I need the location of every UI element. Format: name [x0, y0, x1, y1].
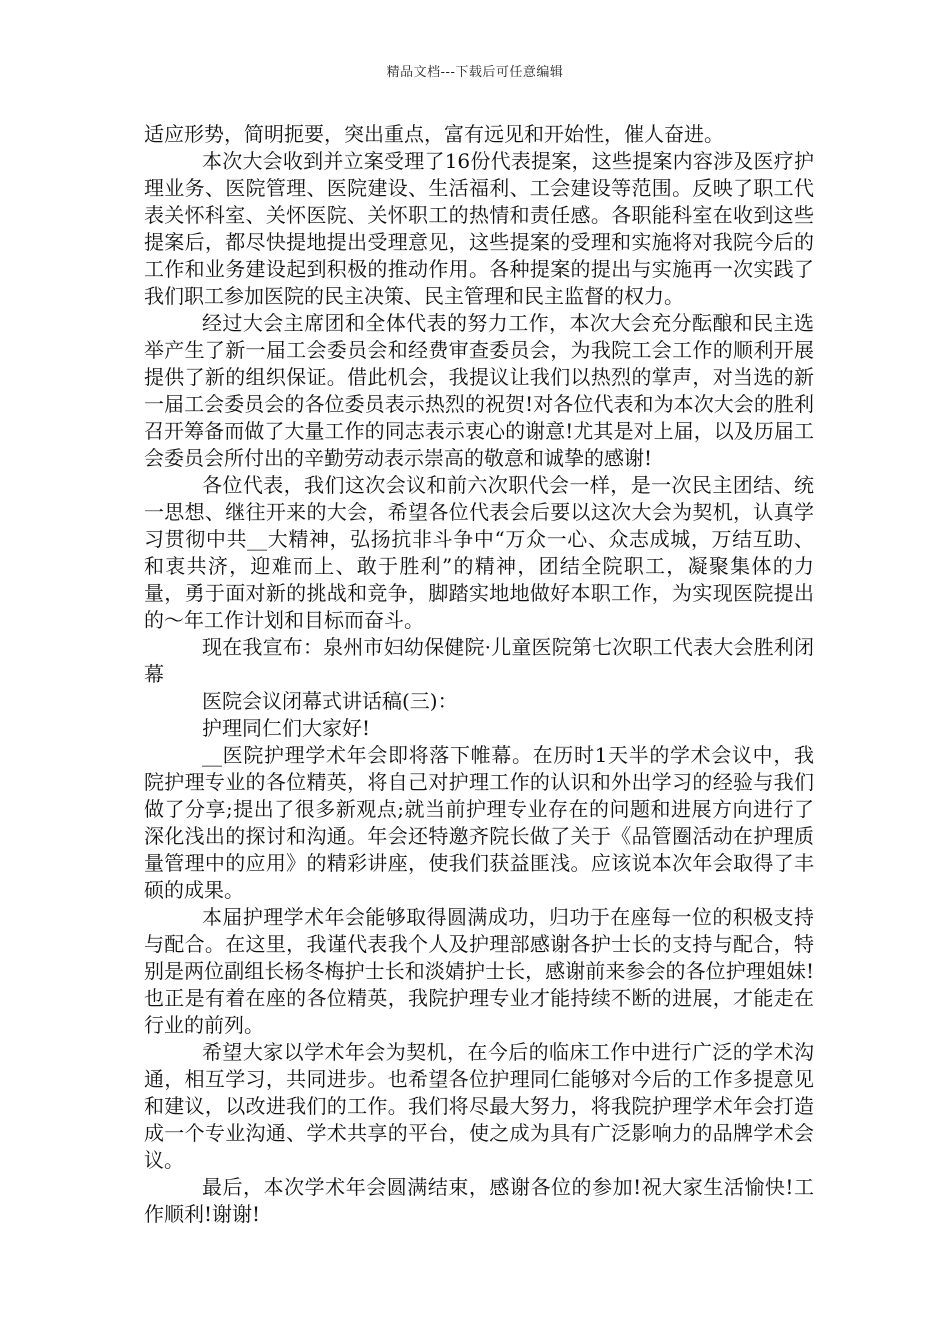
document-body [144, 121, 814, 1228]
paragraph-continuation: 适应形势，简明扼要，突出重点，富有远见和开始性，催人奋进。 [144, 122, 724, 146]
paragraph-election: 经过大会主席团和全体代表的努力工作，本次大会充分酝酿和民主选举产生了新一届工会委员会和经费审查委员会，为我院工会工作的顺利开展提供了新的组织保证。借此机会，我提议让我们以热烈的掌声，对当选的新一届工会委员会的各位委员表示热烈的祝贺!对各位代表和为本次大会的胜利召开筹备而做了大量工作的同志表示衷心的谢意!尤其是对上届，以及历届工会委员会所付出的辛勤劳动表示崇高的敬意和诚挚的感谢! [144, 311, 814, 470]
paragraph-final: 最后，本次学术年会圆满结束，感谢各位的参加!祝大家生活愉快!工作顺利!谢谢! [144, 1175, 814, 1226]
paragraph-annual-meeting: __医院护理学术年会即将落下帷幕。在历时1天半的学术会议中，我院护理专业的各位精英，将自己对护理工作的认识和外出学习的经验与我们做了分享;提出了很多新观点;就当前护理专业存在的问题和进展方向进行了深化浅出的探讨和沟通。年会还特邀齐院长做了关于《品管圈活动在护理质量管理中的应用》的精彩讲座，使我们获益匪浅。应该说本次年会取得了丰硕的成果。 [144, 743, 814, 902]
paragraph-greeting: 护理同仁们大家好! [202, 716, 371, 740]
paragraph-speech-title: 医院会议闭幕式讲话稿(三)： [202, 689, 458, 713]
paragraph-proposals: 本次大会收到并立案受理了16份代表提案，这些提案内容涉及医疗护理业务、医院管理、医院建设、生活福利、工会建设等范围。反映了职工代表关怀科室、关怀医院、关怀职工的热情和责任感。各职能科室在收到这些提案后，都尽快提地提出受理意见，这些提案的受理和实施将对我院今后的工作和业务建设起到积极的推动作用。各种提案的提出与实施再一次实践了我们职工参加医院的民主决策、民主管理和民主监督的权力。 [144, 149, 814, 308]
paragraph-closing-announcement: 现在我宣布：泉州市妇幼保健院·儿童医院第七次职工代表大会胜利闭幕 [144, 635, 814, 686]
paragraph-representatives: 各位代表，我们这次会议和前六次职代会一样，是一次民主团结、统一思想、继往开来的大会，希望各位代表会后要以这次大会为契机，认真学习贯彻中共__大精神，弘扬抗非斗争中“万众一心、众志成城，万结互助、和衷共济，迎难而上、敢于胜利”的精神，团结全院职工，凝聚集体的力量，勇于面对新的挑战和竞争，脚踏实地地做好本职工作，为实现医院提出的～年工作计划和目标而奋斗。 [144, 473, 814, 632]
page-header: 精品文档---下载后可任意编辑 [386, 65, 564, 80]
paragraph-thanks: 本届护理学术年会能够取得圆满成功，归功于在座每一位的积极支持与配合。在这里，我谨代表我个人及护理部感谢各护士长的支持与配合，特别是两位副组长杨冬梅护士长和淡婧护士长，感谢前来参会的各位护理姐妹!也正是有着在座的各位精英，我院护理专业才能持续不断的进展，才能走在行业的前列。 [144, 905, 814, 1037]
paragraph-hope: 希望大家以学术年会为契机，在今后的临床工作中进行广泛的学术沟通，相互学习，共同进步。也希望各位护理同仁能够对今后的工作多提意见和建议，以改进我们的工作。我们将尽最大努力，将我院护理学术年会打造成一个专业沟通、学术共享的平台，使之成为具有广泛影响力的品牌学术会议。 [144, 1040, 814, 1172]
